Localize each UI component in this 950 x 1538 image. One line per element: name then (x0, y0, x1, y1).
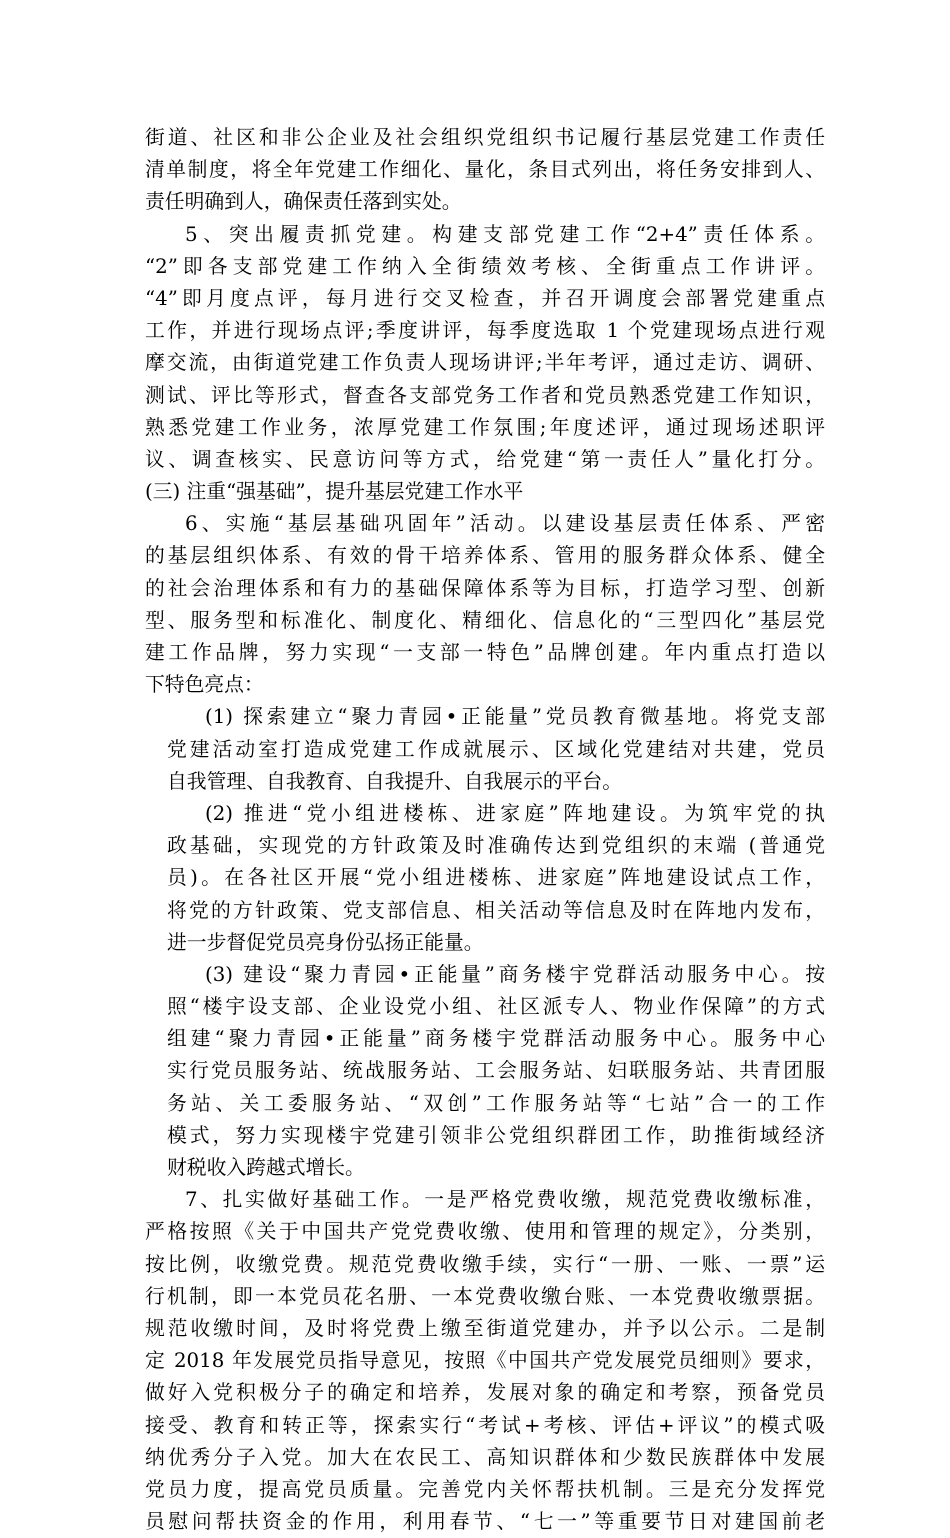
text-line: 严格按照《关于中国共产党党费收缴、使用和管理的规定》，分类别， (145, 1220, 825, 1244)
text-line: 实行党员服务站、统战服务站、工会服务站、妇联服务站、共青团服 (167, 1059, 825, 1083)
text-line: 党建活动室打造成党建工作成就展示、区域化党建结对共建，党员 (167, 737, 825, 761)
text-line: 熟悉党建工作业务，浓厚党建工作氛围;年度述评，通过现场述职评 (145, 415, 825, 439)
text-line: 将党的方针政策、党支部信息、相关活动等信息及时在阵地内发布， (167, 898, 825, 922)
text-line: 纳优秀分子入党。加大在农民工、高知识群体和少数民族群体中发展 (145, 1445, 825, 1469)
text-line: 行机制，即一本党员花名册、一本党费收缴台账、一本党费收缴票据。 (145, 1284, 825, 1308)
text-line: (2) 推进“党小组进楼栋、进家庭”阵地建设。为筑牢党的执 (205, 801, 825, 825)
text-line: (三) 注重“强基础”，提升基层党建工作水平 (145, 480, 524, 504)
text-line: 7、扎实做好基础工作。一是严格党费收缴，规范党费收缴标准， (185, 1188, 825, 1212)
text-line: 6、实施“基层基础巩固年”活动。以建设基层责任体系、严密 (185, 512, 825, 536)
text-line: 的基层组织体系、有效的骨干培养体系、管用的服务群众体系、健全 (145, 544, 825, 568)
text-line: 财税收入跨越式增长。 (167, 1156, 365, 1179)
text-line: 务站、关工委服务站、“双创”工作服务站等“七站”合一的工作 (167, 1091, 825, 1115)
text-line: 定 2018 年发展党员指导意见，按照《中国共产党发展党员细则》要求， (145, 1349, 825, 1373)
text-line: 5、突出履责抓党建。构建支部党建工作“2+4”责任体系。 (185, 222, 825, 246)
text-line: 员)。在各社区开展“党小组进楼栋、进家庭”阵地建设试点工作， (167, 866, 825, 890)
text-line: 自我管理、自我教育、自我提升、自我展示的平台。 (167, 769, 622, 793)
text-line: 组建“聚力青园•正能量”商务楼宇党群活动服务中心。服务中心 (167, 1027, 825, 1051)
text-line: 的社会治理体系和有力的基础保障体系等为目标，打造学习型、创新 (145, 576, 825, 600)
text-line: 摩交流，由街道党建工作负责人现场讲评;半年考评，通过走访、调研、 (145, 351, 825, 375)
text-line: 进一步督促党员亮身份弘扬正能量。 (167, 930, 484, 954)
text-line: 接受、教育和转正等，探索实行“考试+考核、评估+评议”的模式吸 (145, 1413, 825, 1437)
text-line: 按比例，收缴党费。规范党费收缴手续，实行“一册、一账、一票”运 (145, 1252, 825, 1276)
document-page (145, 122, 825, 1538)
text-line: 街道、社区和非公企业及社会组织党组织书记履行基层党建工作责任 (145, 126, 825, 149)
text-line: 测试、评比等形式，督查各支部党务工作者和党员熟悉党建工作知识， (145, 383, 825, 407)
text-line: 建工作品牌，努力实现“一支部一特色”品牌创建。年内重点打造以 (145, 641, 825, 664)
text-line: 议、调查核实、民意访问等方式，给党建“第一责任人”量化打分。 (145, 447, 825, 471)
text-line: 工作，并进行现场点评;季度讲评，每季度选取 1 个党建现场点进行观 (145, 319, 825, 343)
text-line: “4”即月度点评，每月进行交叉检查，并召开调度会部署党建重点 (145, 286, 825, 310)
text-line: 政基础，实现党的方针政策及时准确传达到党组织的末端 (普通党 (167, 834, 825, 858)
text-line: 责任明确到人，确保责任落到实处。 (145, 190, 462, 214)
text-line: “2”即各支部党建工作纳入全街绩效考核、全街重点工作讲评。 (145, 254, 825, 278)
text-line: 做好入党积极分子的确定和培养，发展对象的确定和考察，预备党员 (145, 1381, 825, 1405)
text-line: 照“楼宇设支部、企业设党小组、社区派专人、物业作保障”的方式 (167, 995, 825, 1019)
text-line: (1) 探索建立“聚力青园•正能量”党员教育微基地。将党支部 (205, 705, 825, 729)
text-line: 清单制度，将全年党建工作细化、量化，条目式列出，将任务安排到人、 (145, 158, 825, 182)
text-line: 规范收缴时间，及时将党费上缴至街道党建办，并予以公示。二是制 (145, 1316, 825, 1340)
text-line: 型、服务型和标准化、制度化、精细化、信息化的“三型四化”基层党 (145, 608, 825, 632)
text-line: 下特色亮点： (145, 673, 264, 697)
text-line: 模式，努力实现楼宇党建引领非公党组织群团工作，助推街域经济 (167, 1123, 825, 1147)
text-line: 党员力度，提高党员质量。完善党内关怀帮扶机制。三是充分发挥党 (145, 1477, 825, 1501)
document-body (145, 122, 825, 1538)
text-line: (3) 建设“聚力青园•正能量”商务楼宇党群活动服务中心。按 (205, 962, 825, 986)
text-line: 员慰问帮扶资金的作用，利用春节、“七一”等重要节日对建国前老 (145, 1510, 825, 1534)
